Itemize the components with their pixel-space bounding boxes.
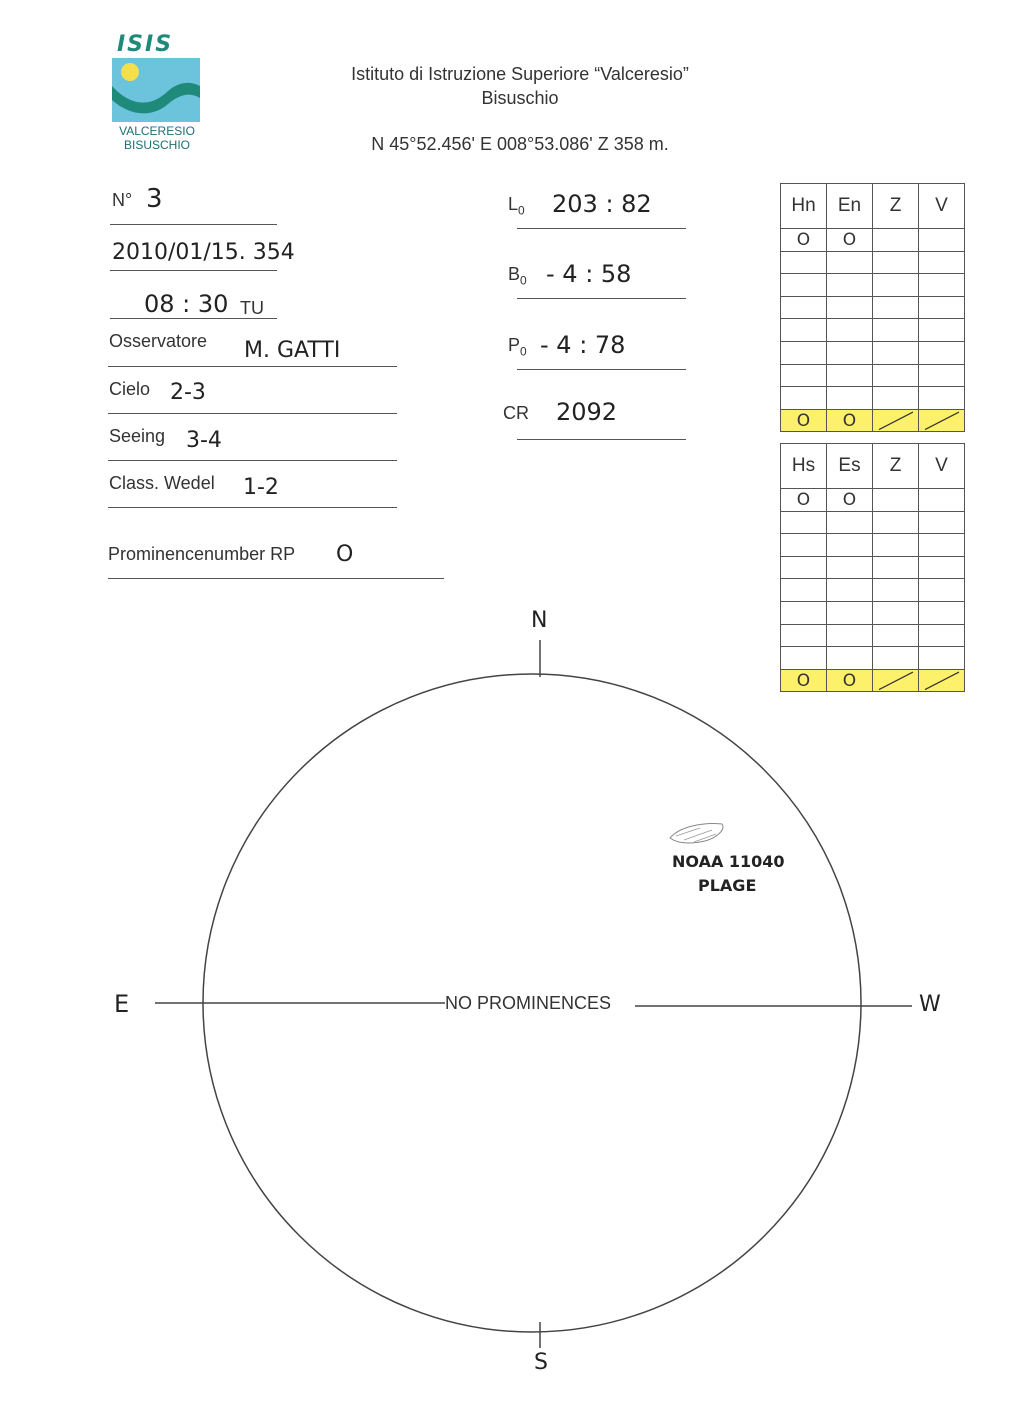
wedel-label: Class. Wedel	[109, 473, 215, 493]
header-es: Es	[827, 444, 873, 489]
header-v: V	[919, 444, 965, 489]
cr-label: CR	[503, 403, 529, 423]
l0-label: $L_0$	[508, 194, 525, 218]
total-es: O	[827, 669, 873, 692]
prominence-value: O	[336, 542, 354, 567]
east-label: E	[114, 990, 130, 1018]
observatory-coordinates: N 45°52.456' E 008°53.086' Z 358 m.	[371, 134, 669, 154]
header-hn: Hn	[781, 184, 827, 229]
logo-caption-bisuschio: BISUSCHIO	[123, 138, 190, 152]
institute-city: Bisuschio	[481, 88, 559, 108]
plage-sketch	[670, 824, 723, 843]
cell-es-1: O	[827, 489, 873, 512]
number-value: 3	[146, 184, 163, 214]
header-v: V	[919, 184, 965, 229]
cr-value: 2092	[556, 398, 618, 426]
sky-value: 2-3	[170, 380, 206, 405]
west-label: W	[919, 992, 941, 1017]
sky-label: Cielo	[109, 379, 151, 399]
south-label: S	[534, 1350, 548, 1375]
cell-en-1: O	[827, 229, 873, 252]
time-value: 08 : 30	[144, 290, 229, 318]
total-hn: O	[781, 409, 827, 432]
p0-label: $P_0$	[508, 335, 527, 359]
institute-name: Istituto di Istruzione Superiore “Valceresio”	[351, 64, 689, 84]
seeing-label: Seeing	[109, 426, 166, 446]
header-z: Z	[873, 184, 919, 229]
total-en: O	[827, 409, 873, 432]
cell-hn-1: O	[781, 229, 827, 252]
header-hs: Hs	[781, 444, 827, 489]
north-label: N	[531, 608, 548, 633]
wedel-value: 1-2	[243, 475, 279, 500]
date-value: 2010/01/15. 354	[112, 240, 295, 265]
prominence-label: Prominencenumber RP	[108, 544, 296, 564]
l0-value: 203 : 82	[552, 190, 652, 218]
logo-text: ISIS	[117, 32, 174, 57]
noaa-region-label: NOAA 11040	[672, 852, 785, 871]
b0-value: - 4 : 58	[546, 260, 632, 288]
header-en: En	[827, 184, 873, 229]
plage-label: PLAGE	[698, 876, 757, 895]
seeing-value: 3-4	[186, 428, 222, 453]
observer-value: M. GATTI	[244, 338, 341, 363]
cell-hs-1: O	[781, 489, 827, 512]
number-label: N°	[112, 190, 133, 210]
time-unit: TU	[240, 298, 264, 318]
plage-hatching	[676, 828, 716, 842]
no-prominences-note: NO PROMINENCES	[445, 993, 612, 1013]
total-hs: O	[781, 669, 827, 692]
header-z: Z	[873, 444, 919, 489]
b0-label: $B_0$	[508, 264, 527, 288]
p0-value: - 4 : 78	[540, 331, 626, 359]
logo-caption-valceresio: VALCERESIO	[119, 124, 195, 138]
observer-label: Osservatore	[109, 331, 208, 351]
